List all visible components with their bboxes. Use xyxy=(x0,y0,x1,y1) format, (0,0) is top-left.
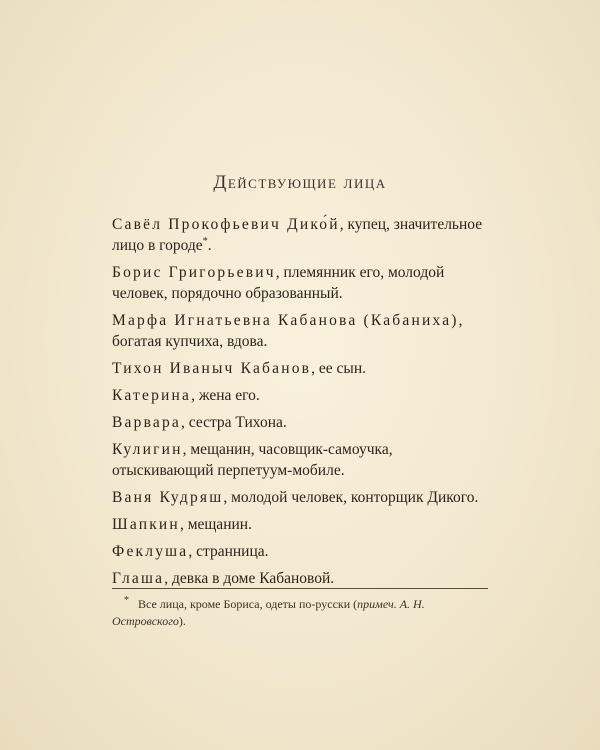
character-description: , мещанин, часовщик-самоучка, отыскивающий перпетуум-мобиле. xyxy=(112,441,393,479)
cast-entry: Савёл Прокофьевич Дико́й, купец, значительное лицо в городе*. xyxy=(112,216,483,254)
character-description: , молодой человек, конторщик Дикого. xyxy=(223,489,479,506)
footnote-reference: * xyxy=(202,235,208,247)
character-description: , девка в доме Кабановой. xyxy=(164,570,335,587)
character-name: Шапкин xyxy=(112,516,180,533)
character-description: , мещанин. xyxy=(179,516,252,533)
page-heading: Действующие лица xyxy=(213,172,387,193)
character-name: Феклуша xyxy=(112,543,189,560)
character-name: Катерина xyxy=(112,387,192,404)
cast-list xyxy=(112,214,492,595)
cast-entry xyxy=(112,385,492,406)
character-name: Савёл Прокофьевич Дико́й xyxy=(112,216,340,233)
cast-entry xyxy=(112,412,492,433)
character-description: , ее сын. xyxy=(311,360,367,377)
cast-entry xyxy=(112,487,492,508)
footnote: * Все лица, кроме Бориса, одеты по-русски (примеч. А. Н. Островского). xyxy=(112,595,425,628)
character-description: , странница. xyxy=(188,543,269,560)
cast-entry xyxy=(112,568,492,589)
footnote-text: Все лица, кроме Бориса, одеты по-русски ( xyxy=(138,597,358,611)
cast-entry xyxy=(112,514,492,535)
character-name: Кулигин xyxy=(112,441,183,458)
cast-entry xyxy=(112,358,492,379)
character-description: , племянник его, молодой человек, порядочно образованный. xyxy=(112,264,445,302)
footnote-tail: ). xyxy=(178,614,186,628)
character-name: Варвара xyxy=(112,414,181,431)
character-description: , сестра Тихона. xyxy=(181,414,287,431)
character-description: , богатая купчиха, вдова. xyxy=(112,312,463,350)
character-name: Ваня Кудряш xyxy=(112,489,224,506)
character-name: Борис Григорьевич xyxy=(112,264,276,281)
character-description: , купец, значительное лицо в городе xyxy=(112,216,483,254)
character-description: , жена его. xyxy=(191,387,260,404)
character-name: Марфа Игнатьевна Кабанова (Кабаниха) xyxy=(112,312,459,329)
cast-entry xyxy=(112,439,492,481)
cast-entry xyxy=(112,262,492,304)
footnote-divider xyxy=(112,588,488,589)
character-name: Тихон Иваныч Кабанов xyxy=(112,360,312,377)
cast-entry xyxy=(112,310,492,352)
character-name: Глаша xyxy=(112,570,165,587)
footnote-editor-note: примеч. А. Н. Островского xyxy=(112,597,425,628)
cast-entry xyxy=(112,541,492,562)
